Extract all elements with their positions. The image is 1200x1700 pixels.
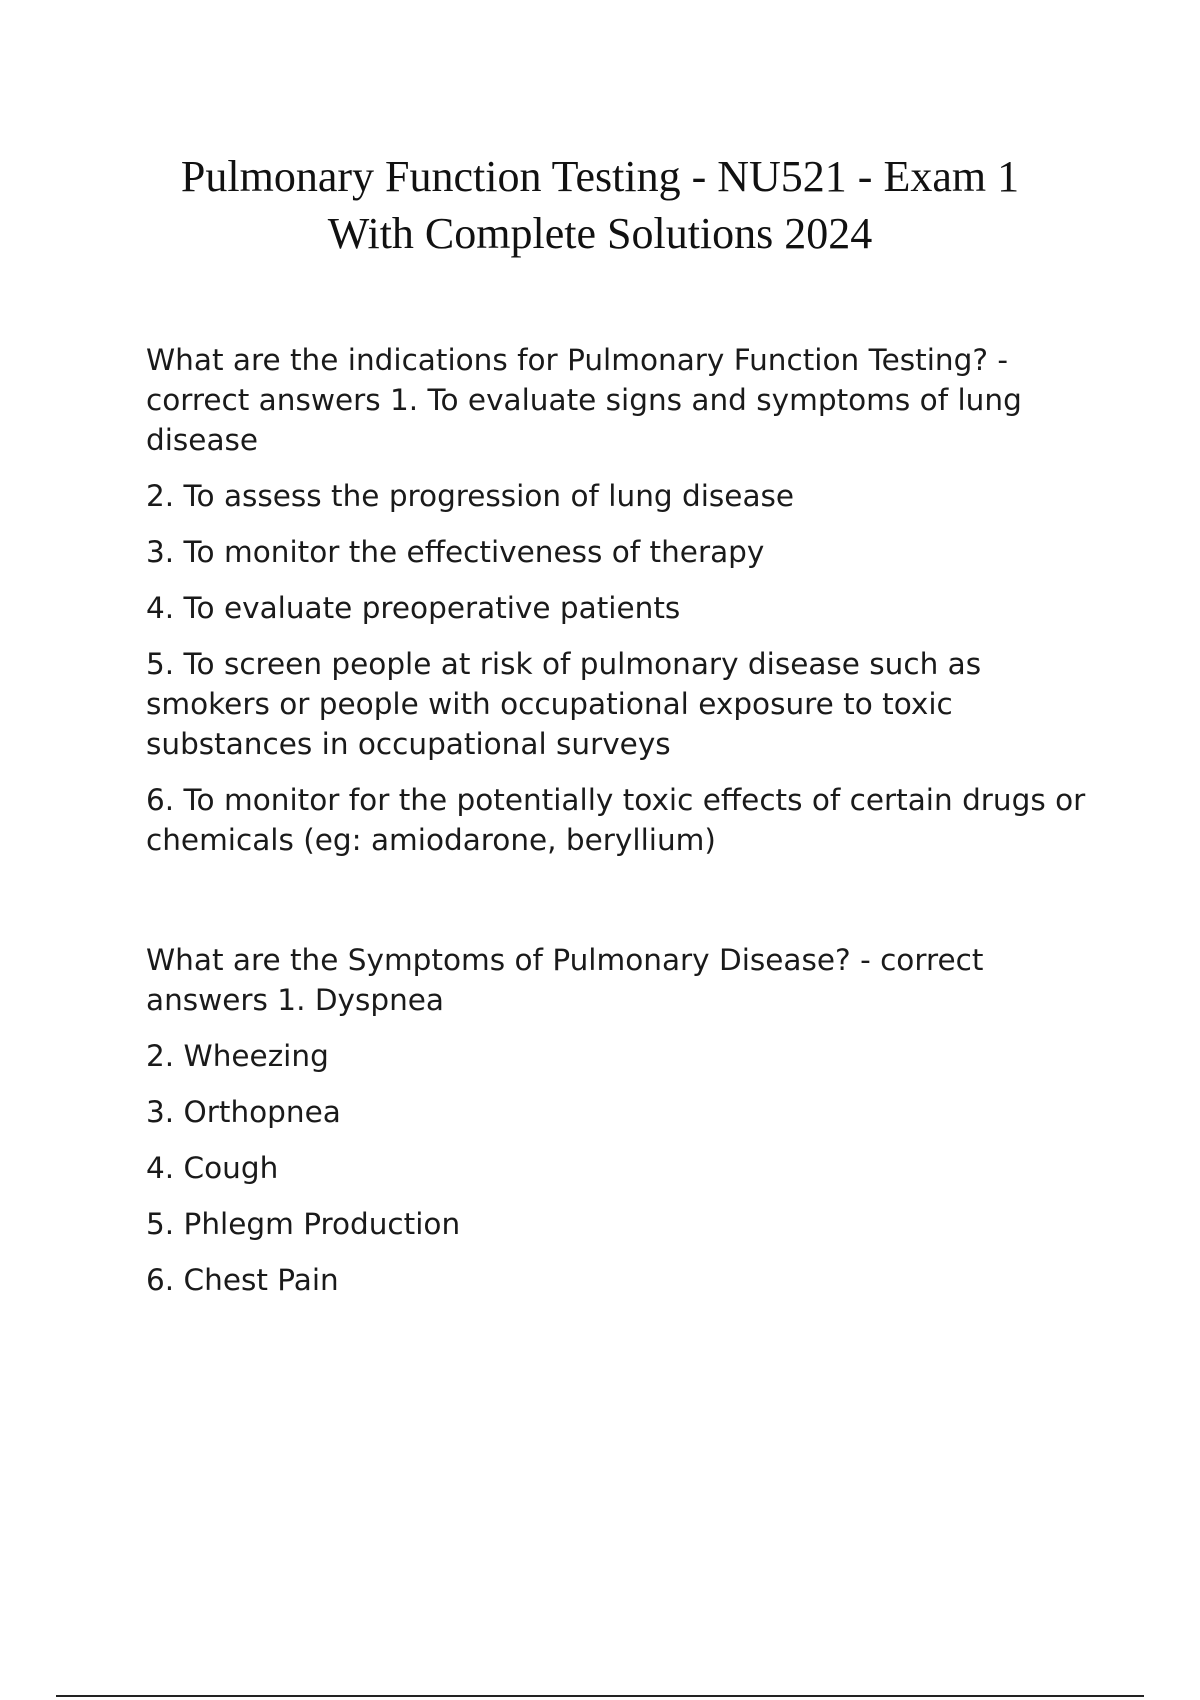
answer-item: 3. To monitor the effectiveness of therapy — [146, 535, 765, 569]
answer-item: 4. To evaluate preoperative patients — [146, 591, 681, 625]
answer-item: 3. Orthopnea — [146, 1095, 341, 1129]
page-title-line-2: With Complete Solutions 2024 — [327, 209, 873, 258]
footer-divider — [56, 1695, 1144, 1697]
answer-item: 5. To screen people at risk of pulmonary disease such as smokers or people with occupational exposure to toxic substances in occupational surveys — [146, 647, 982, 761]
question-with-first-answer: What are the indications for Pulmonary Function Testing? - correct answers 1. To evaluate signs and symptoms of lung disease — [146, 343, 1022, 457]
answer-item: 2. To assess the progression of lung disease — [146, 479, 795, 513]
answer-item: 2. Wheezing — [146, 1039, 329, 1073]
answer-item: 6. Chest Pain — [146, 1263, 339, 1297]
question-with-first-answer: What are the Symptoms of Pulmonary Disease? - correct answers 1. Dyspnea — [146, 943, 984, 1017]
answer-item: 4. Cough — [146, 1151, 279, 1185]
answer-item: 6. To monitor for the potentially toxic effects of certain drugs or chemicals (eg: amiodarone, beryllium) — [146, 783, 1086, 857]
page-title — [100, 148, 1100, 262]
answer-item: 5. Phlegm Production — [146, 1207, 461, 1241]
question-block-indications — [146, 340, 1096, 876]
page-title-line-1: Pulmonary Function Testing - NU521 - Exam 1 — [180, 152, 1020, 201]
question-block-symptoms — [146, 940, 1096, 1316]
